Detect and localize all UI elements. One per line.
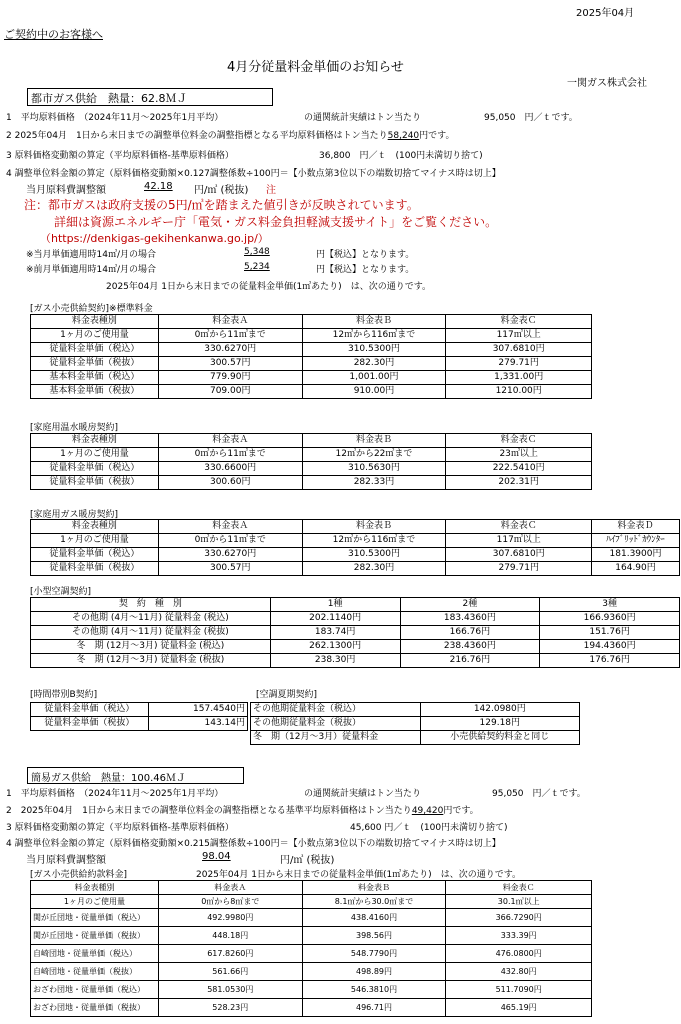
- table-cell: 222.5410円: [446, 462, 592, 476]
- subsidy-notice-2: 詳細は資源エネルギー庁「電気・ガス料金負担軽減支援サイト」をご覧ください。: [54, 215, 498, 229]
- table-header: 料金表種別: [31, 434, 159, 448]
- table5-caption: [時間帯別B契約]: [30, 690, 98, 700]
- city-line1-label: 1 平均原料価格 （2024年11月～2025年1月平均）: [6, 113, 224, 123]
- table-cell: 496.71円: [302, 999, 446, 1017]
- table-header: 2種: [400, 598, 540, 612]
- table-cell: 238.4360円: [400, 640, 540, 654]
- simple-gas-rate-table: [30, 880, 592, 1017]
- table-row: [31, 548, 680, 562]
- table-cell: 12㎥から116㎥まで: [302, 329, 446, 343]
- table-cell: 基本料金単価（税込）: [31, 371, 159, 385]
- city-summary: 2025年04月 1日から末日までの従量料金単価(1㎥あたり) は、次の通りです。: [106, 282, 431, 292]
- simple-line1-mid: の通関統計実績はトン当たり: [304, 789, 422, 799]
- table-row: [31, 895, 592, 909]
- table-cell: 181.3900円: [592, 548, 680, 562]
- table-row: [31, 476, 592, 490]
- table-cell: 166.76円: [400, 626, 540, 640]
- table-row: [31, 343, 592, 357]
- table-cell: 183.4360円: [400, 612, 540, 626]
- table-header-row: [31, 598, 680, 612]
- table-cell: 117㎥以上: [446, 534, 592, 548]
- table-cell: 330.6270円: [158, 343, 302, 357]
- table-row: [31, 562, 680, 576]
- table-header: 料金表種別: [31, 315, 159, 329]
- table-row: [31, 329, 592, 343]
- table2-caption: [家庭用温水暖房契約]: [30, 423, 119, 433]
- prev-month-label: ※前月単価適用時14㎥/月の場合: [26, 265, 157, 275]
- table6-caption: [空調夏期契約]: [256, 690, 318, 700]
- table-header: 料金表Ｂ: [302, 434, 446, 448]
- table-cell: 1,331.00円: [446, 371, 592, 385]
- table-header: 料金表Ｄ: [592, 520, 680, 534]
- table-row: [31, 717, 248, 731]
- table-cell: 498.89円: [302, 963, 446, 981]
- table-cell: 117㎥以上: [446, 329, 592, 343]
- table-cell: その他期 (4月～11月) 従量料金 (税抜): [31, 626, 271, 640]
- table-row: [251, 717, 580, 731]
- table-cell: 448.18円: [158, 927, 302, 945]
- page-title: 4月分従量料金単価のお知らせ: [227, 60, 404, 75]
- city-gas-heading-box: [27, 88, 273, 106]
- table-header: 3種: [540, 598, 680, 612]
- table-cell: 従量料金単価（税抜）: [31, 476, 159, 490]
- city-adj-label: 当月原料費調整額: [26, 185, 106, 196]
- table-cell: 546.3810円: [302, 981, 446, 999]
- city-line3-label: 3 原料価格変動額の算定（平均原料価格-基準原料価格）: [6, 151, 234, 161]
- table-cell: その他期従量料金（税抜）: [251, 717, 421, 731]
- table-cell: 12㎥から22㎥まで: [302, 448, 446, 462]
- table-row: [31, 612, 680, 626]
- table-cell: 0㎥から11㎥まで: [158, 329, 302, 343]
- table-cell: 238.30円: [270, 654, 400, 668]
- current-month-unit: 円【税込】となります。: [316, 250, 415, 260]
- time-zone-b-table: [30, 702, 248, 731]
- table-cell: 冬 期 (12月～3月) 従量料金 (税抜): [31, 654, 271, 668]
- table-cell: 366.7290円: [446, 909, 592, 927]
- table-cell: 12㎥から116㎥まで: [302, 534, 446, 548]
- standard-rate-table: [30, 314, 592, 399]
- table-cell: 262.1300円: [270, 640, 400, 654]
- table-cell: その他期従量料金（税込）: [251, 703, 421, 717]
- table-cell: 528.23円: [158, 999, 302, 1017]
- table-cell: 関が丘団地・従量単価（税抜）: [31, 927, 159, 945]
- table-cell: 従量料金単価（税抜）: [31, 717, 149, 731]
- table-cell: 310.5300円: [302, 548, 446, 562]
- table-row: [251, 731, 580, 745]
- city-line4: 4 調整単位料金額の算定（原料価格変動額×0.127調整係数÷100円＝【小数点第3位以下の端数切捨てマイナス時は切上】: [6, 169, 501, 179]
- table-cell: 1ヶ月のご使用量: [31, 448, 159, 462]
- table-cell: 300.57円: [158, 562, 302, 576]
- subsidy-notice-1: 注：都市ガスは政府支援の5円/㎥を踏まえた値引きが反映されています。: [24, 198, 419, 212]
- city-line2-unit: 円です。: [419, 131, 455, 141]
- simple-gas-heading: 簡易ガス供給 熱量：100.46ＭＪ: [31, 773, 186, 784]
- table-cell: 202.31円: [446, 476, 592, 490]
- table-cell: 1ヶ月のご使用量: [31, 534, 159, 548]
- simple-line2-value: 49,420: [411, 806, 444, 816]
- table-cell: 330.6270円: [158, 548, 302, 562]
- table-cell: 1210.00円: [446, 385, 592, 399]
- table-cell: 779.90円: [158, 371, 302, 385]
- table-row: [31, 462, 592, 476]
- table-cell: 従量料金単価（税抜）: [31, 562, 159, 576]
- table-cell: 自崎団地・従量単価（税込）: [31, 945, 159, 963]
- table-cell: 282.30円: [302, 357, 446, 371]
- table-header: 料金表種別: [31, 881, 159, 895]
- table-cell: 従量料金単価（税込）: [31, 548, 159, 562]
- city-line1-mid: の通関統計実績はトン当たり: [304, 113, 422, 123]
- simple-line1-value: 95,050 円／ｔです。: [492, 789, 586, 799]
- table-cell: 307.6810円: [446, 548, 592, 562]
- table-cell: 282.30円: [302, 562, 446, 576]
- table-cell: 142.0980円: [420, 703, 579, 717]
- table-cell: 465.19円: [446, 999, 592, 1017]
- table-cell: 0㎥から8㎥まで: [158, 895, 302, 909]
- table-cell: 300.57円: [158, 357, 302, 371]
- table-cell: 143.14円: [148, 717, 247, 731]
- greeting: ご契約中のお客様へ: [4, 28, 103, 41]
- city-adj-value: 42.18: [144, 181, 173, 192]
- table-cell: 1ヶ月のご使用量: [31, 329, 159, 343]
- table-cell: 333.39円: [446, 927, 592, 945]
- simple-line2-unit: 円です。: [443, 806, 479, 816]
- table-row: [31, 909, 592, 927]
- table-header-row: [31, 315, 592, 329]
- table-header-row: [31, 881, 592, 895]
- table-cell: 基本料金単価（税抜）: [31, 385, 159, 399]
- table-cell: 330.6600円: [158, 462, 302, 476]
- city-adj-unit: 円/㎥ (税抜): [194, 185, 249, 196]
- table-header: 料金表Ｃ: [446, 520, 592, 534]
- table-cell: 関が丘団地・従量単価（税込）: [31, 909, 159, 927]
- city-line2: [6, 128, 454, 141]
- gas-heating-table: [30, 519, 680, 576]
- table-cell: 438.4160円: [302, 909, 446, 927]
- table-row: [31, 626, 680, 640]
- table-header: 料金表Ｃ: [446, 315, 592, 329]
- table-cell: 129.18円: [420, 717, 579, 731]
- table-cell: おざわ団地・従量単価（税込）: [31, 981, 159, 999]
- table-cell: 従量料金単価（税込）: [31, 343, 159, 357]
- table-header: 料金表Ｂ: [302, 520, 446, 534]
- table3-caption: [家庭用ガス暖房契約]: [30, 510, 119, 520]
- table-header: 料金表Ｂ: [302, 315, 446, 329]
- table-cell: 194.4360円: [540, 640, 680, 654]
- table-row: [31, 534, 680, 548]
- table-cell: 冬 期（12月～3月）従量料金: [251, 731, 421, 745]
- simple-adj-value: 98.04: [202, 851, 231, 862]
- simple-line2: [6, 803, 479, 816]
- simple-adj-label: 当月原料費調整額: [26, 855, 106, 866]
- simple-adj-unit: 円/㎥ (税抜): [280, 855, 335, 866]
- prev-month-unit: 円【税込】となります。: [316, 265, 415, 275]
- simple-gas-heading-box: [27, 767, 244, 784]
- table-cell: 従量料金単価（税込）: [31, 703, 149, 717]
- table-row: [31, 999, 592, 1017]
- table-header: 料金表Ｃ: [446, 434, 592, 448]
- table-row: [31, 448, 592, 462]
- city-line1-value: 95,050 円／ｔです。: [484, 113, 578, 123]
- issue-date: 2025年04月: [576, 8, 635, 19]
- table-cell: 310.5300円: [302, 343, 446, 357]
- table-cell: 176.76円: [540, 654, 680, 668]
- table-cell: 従量料金単価（税込）: [31, 462, 159, 476]
- table-cell: 23㎥以上: [446, 448, 592, 462]
- table-row: [31, 945, 592, 963]
- subsidy-url: （https://denkigas-gekihenkanwa.go.jp/）: [40, 232, 269, 245]
- table-cell: 30.1㎥以上: [446, 895, 592, 909]
- simple-line4: 4 調整単位料金額の算定（原料価格変動額×0.215調整係数÷100円＝【小数点第3位以下の端数切捨てマイナス時は切上】: [6, 839, 501, 849]
- table-cell: 307.6810円: [446, 343, 592, 357]
- table-cell: 157.4540円: [148, 703, 247, 717]
- simple-line3-label: 3 原料価格変動額の算定（平均原料価格-基準原料価格）: [6, 823, 234, 833]
- city-adj-note: 注: [266, 185, 276, 196]
- table-cell: 279.71円: [446, 562, 592, 576]
- table-cell: 183.74円: [270, 626, 400, 640]
- table-cell: 910.00円: [302, 385, 446, 399]
- city-gas-heading: 都市ガス供給 熱量：62.8ＭＪ: [31, 92, 188, 105]
- simple-line2-text: 2 2025年04月 1日から末日までの調整単位料金の調整指標となる基準平均原料価格はトン当たり: [6, 806, 412, 816]
- table-cell: その他期 (4月～11月) 従量料金 (税込): [31, 612, 271, 626]
- table-cell: 自崎団地・従量単価（税抜）: [31, 963, 159, 981]
- table1-caption: [ガス小売供給契約]※標準料金: [30, 304, 153, 314]
- table-cell: 279.71円: [446, 357, 592, 371]
- table-cell: 310.5630円: [302, 462, 446, 476]
- table-cell: 709.00円: [158, 385, 302, 399]
- table-header: 料金表Ａ: [158, 520, 302, 534]
- table-cell: 476.0800円: [446, 945, 592, 963]
- table7-summary: 2025年04月 1日から末日までの従量料金単価(1㎥あたり) は、次の通りです。: [196, 870, 521, 880]
- table-cell: 617.8260円: [158, 945, 302, 963]
- table-row: [31, 703, 248, 717]
- table-cell: 432.80円: [446, 963, 592, 981]
- table-header: 料金表種別: [31, 520, 159, 534]
- current-month-label: ※当月単価適用時14㎥/月の場合: [26, 250, 157, 260]
- table-cell: 164.90円: [592, 562, 680, 576]
- table-row: [31, 963, 592, 981]
- summer-aircon-table: [250, 702, 580, 745]
- table-row: [31, 654, 680, 668]
- simple-line3-value: 45,600 円／ｔ (100円未満切り捨て): [350, 823, 508, 833]
- table-cell: ﾊｲﾌﾞﾘｯﾄﾞｶｳﾝﾀｰ: [592, 534, 680, 548]
- table-cell: 166.9360円: [540, 612, 680, 626]
- city-line3-value: 36,800 円／ｔ (100円未満切り捨て): [319, 151, 483, 161]
- table-cell: 冬 期 (12月～3月) 従量料金 (税込): [31, 640, 271, 654]
- table-header: 料金表Ａ: [158, 881, 302, 895]
- table-row: [31, 640, 680, 654]
- table-header-row: [31, 434, 592, 448]
- table-cell: 216.76円: [400, 654, 540, 668]
- table-cell: おざわ団地・従量単価（税抜）: [31, 999, 159, 1017]
- table-cell: 511.7090円: [446, 981, 592, 999]
- table-cell: 581.0530円: [158, 981, 302, 999]
- table-header: 料金表Ｂ: [302, 881, 446, 895]
- prev-month-value: 5,234: [244, 262, 270, 272]
- table4-caption: [小型空調契約]: [30, 587, 92, 597]
- table-cell: 492.9980円: [158, 909, 302, 927]
- table-cell: 小売供給契約料金と同じ: [420, 731, 579, 745]
- table-cell: 282.33円: [302, 476, 446, 490]
- table-cell: 0㎥から11㎥まで: [158, 448, 302, 462]
- table-header: 料金表Ａ: [158, 434, 302, 448]
- table-header: 料金表Ｃ: [446, 881, 592, 895]
- table-cell: 1ヶ月のご使用量: [31, 895, 159, 909]
- current-month-value: 5,348: [244, 247, 270, 257]
- simple-line1-label: 1 平均原料価格 （2024年11月～2025年1月平均）: [6, 789, 224, 799]
- table-cell: 従量料金単価（税抜）: [31, 357, 159, 371]
- table-cell: 548.7790円: [302, 945, 446, 963]
- table-cell: 398.56円: [302, 927, 446, 945]
- table-header-row: [31, 520, 680, 534]
- table-row: [31, 385, 592, 399]
- city-line2-value: 58,240: [387, 131, 420, 141]
- table-cell: 151.76円: [540, 626, 680, 640]
- table-row: [31, 981, 592, 999]
- table-row: [31, 357, 592, 371]
- table-header: 契 約 種 別: [31, 598, 271, 612]
- company-name: 一関ガス株式会社: [567, 78, 647, 89]
- table-cell: 0㎥から11㎥まで: [158, 534, 302, 548]
- table-row: [251, 703, 580, 717]
- table-cell: 1,001.00円: [302, 371, 446, 385]
- table-cell: 8.1㎥から30.0㎥まで: [302, 895, 446, 909]
- table-cell: 561.66円: [158, 963, 302, 981]
- table-header: 料金表Ａ: [158, 315, 302, 329]
- table-row: [31, 927, 592, 945]
- table-cell: 300.60円: [158, 476, 302, 490]
- table7-caption: [ガス小売供給約款料金]: [30, 870, 128, 880]
- table-cell: 202.1140円: [270, 612, 400, 626]
- table-header: 1種: [270, 598, 400, 612]
- city-line2-text: 2 2025年04月 1日から末日までの調整単位料金の調整指標となる平均原料価格はトン当たり: [6, 131, 388, 141]
- small-aircon-table: [30, 597, 680, 668]
- hot-water-heating-table: [30, 433, 592, 490]
- table-row: [31, 371, 592, 385]
